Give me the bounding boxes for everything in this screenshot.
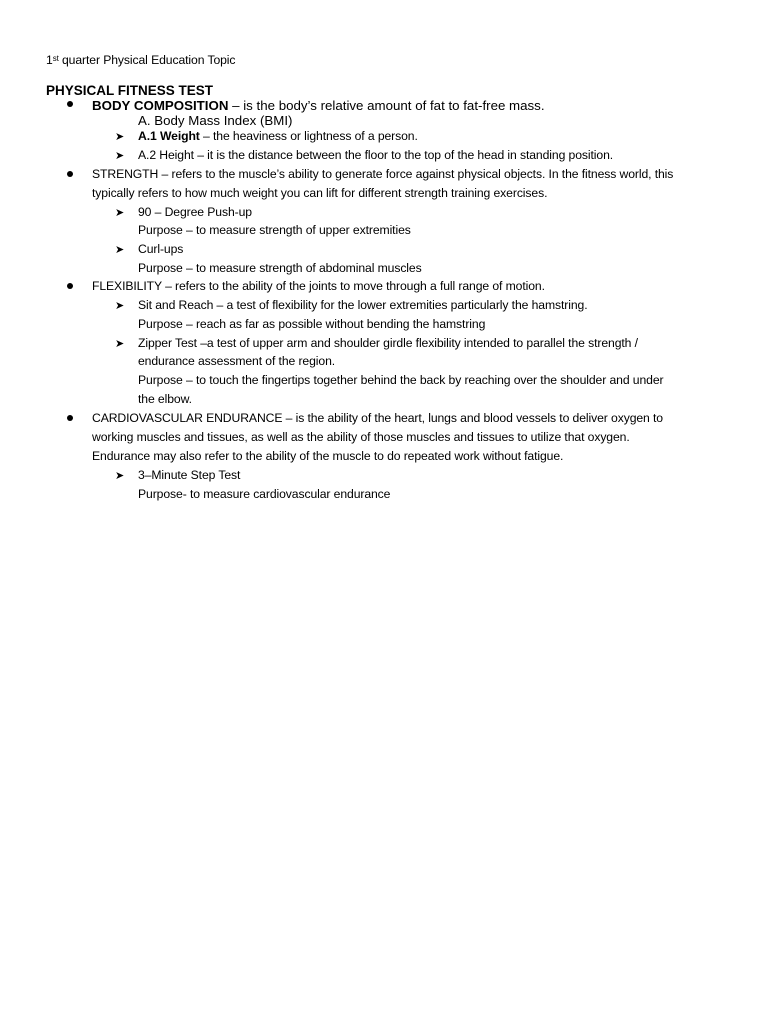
sit-reach-item: Sit and Reach – a test of flexibility for the lower extremities particularly the hamstring. bbox=[138, 298, 588, 312]
flexibility-line: FLEXIBILITY – refers to the ability of the joints to move through a full range of motion. bbox=[92, 279, 545, 293]
arrow-bullet-icon: ➤ bbox=[115, 469, 125, 482]
cardio-line-3: Endurance may also refer to the ability of the muscle to do repeated work without fatigue. bbox=[92, 449, 564, 463]
topic-text: quarter Physical Education Topic bbox=[58, 53, 236, 67]
strength-line-2: typically refers to how much weight you can lift for different strength training exercises. bbox=[92, 186, 548, 200]
body-composition-title: BODY COMPOSITION bbox=[92, 98, 229, 113]
pushup-purpose: Purpose – to measure strength of upper extremities bbox=[138, 223, 411, 237]
arrow-bullet-icon: ➤ bbox=[115, 206, 125, 219]
bullet-icon bbox=[67, 415, 73, 421]
step-test-item: 3–Minute Step Test bbox=[138, 468, 241, 482]
arrow-bullet-icon: ➤ bbox=[115, 130, 125, 143]
strength-line-1: STRENGTH – refers to the muscle’s ability to generate force against physical objects. In the fitness world, this bbox=[92, 167, 674, 181]
step-test-purpose: Purpose- to measure cardiovascular endurance bbox=[138, 487, 391, 501]
topic-line bbox=[46, 51, 235, 70]
height-item: A.2 Height – it is the distance between the floor to the top of the head in standing position. bbox=[138, 148, 614, 162]
weight-label: A.1 Weight bbox=[138, 129, 200, 143]
arrow-bullet-icon: ➤ bbox=[115, 337, 125, 350]
zipper-item-line-1: Zipper Test –a test of upper arm and shoulder girdle flexibility intended to parallel the strength / bbox=[138, 336, 638, 350]
arrow-bullet-icon: ➤ bbox=[115, 299, 125, 312]
zipper-item-line-2: endurance assessment of the region. bbox=[138, 354, 336, 368]
weight-item bbox=[138, 127, 418, 146]
bmi-subheading: A. Body Mass Index (BMI) bbox=[138, 113, 293, 128]
body-composition-desc: – is the body’s relative amount of fat to fat-free mass. bbox=[228, 98, 545, 113]
cardio-line-2: working muscles and tissues, as well as the ability of those muscles and tissues to utilize that oxygen. bbox=[92, 430, 630, 444]
topic-prefix: 1 bbox=[46, 53, 53, 67]
topic-superscript: st bbox=[52, 54, 59, 63]
arrow-bullet-icon: ➤ bbox=[115, 149, 125, 162]
sit-reach-purpose: Purpose – reach as far as possible without bending the hamstring bbox=[138, 317, 486, 331]
pushup-item: 90 – Degree Push-up bbox=[138, 205, 252, 219]
cardio-line-1: CARDIOVASCULAR ENDURANCE – is the ability of the heart, lungs and blood vessels to deliver oxygen to bbox=[92, 411, 663, 425]
bullet-icon bbox=[67, 101, 73, 107]
zipper-purpose-line-2: the elbow. bbox=[138, 392, 192, 406]
curlups-purpose: Purpose – to measure strength of abdominal muscles bbox=[138, 261, 422, 275]
page-heading: PHYSICAL FITNESS TEST bbox=[46, 83, 214, 98]
body-composition-line bbox=[92, 97, 545, 114]
weight-desc: – the heaviness or lightness of a person. bbox=[199, 129, 418, 143]
curlups-item: Curl-ups bbox=[138, 242, 184, 256]
zipper-purpose-line-1: Purpose – to touch the fingertips together behind the back by reaching over the shoulder and under bbox=[138, 373, 664, 387]
arrow-bullet-icon: ➤ bbox=[115, 243, 125, 256]
bullet-icon bbox=[67, 283, 73, 289]
bullet-icon bbox=[67, 171, 73, 177]
